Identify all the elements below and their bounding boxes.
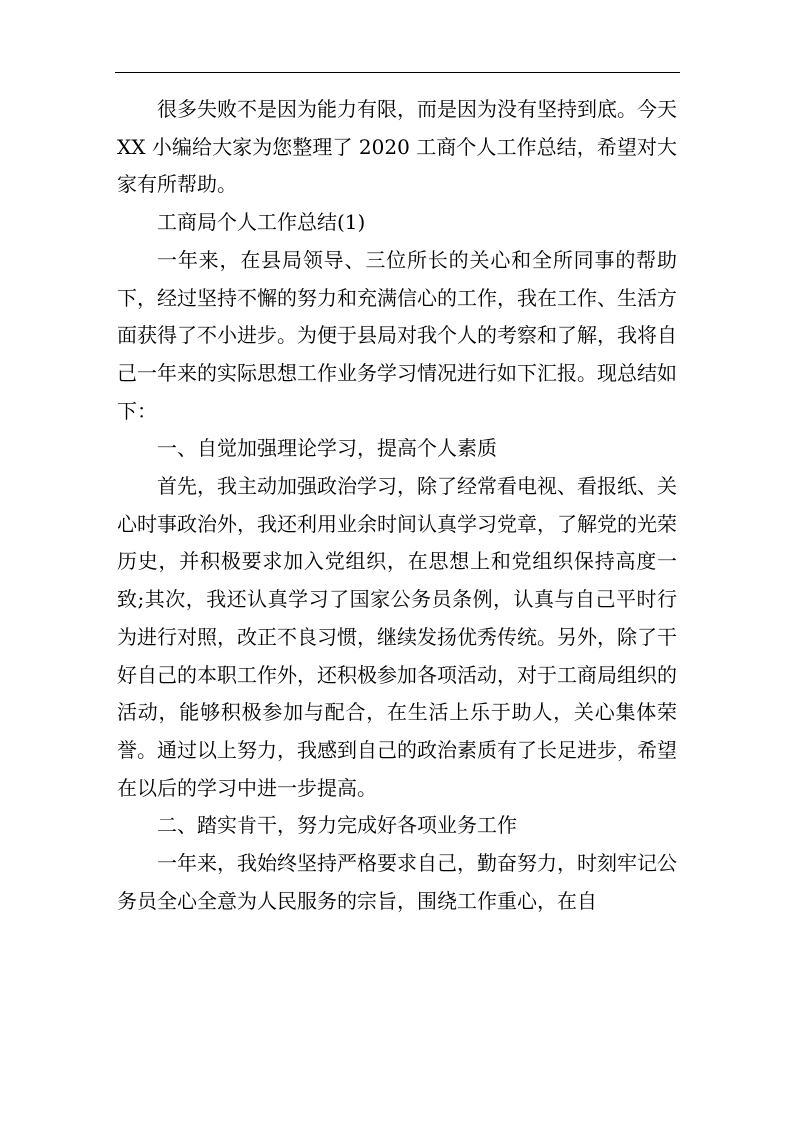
document-title: 工商局个人工作总结(1) [157,210,366,235]
document-body [117,91,677,920]
section-heading-1: 一、自觉加强理论学习，提高个人素质 [157,436,497,461]
opening-paragraph: 一年来，在县局领导、三位所长的关心和全所同事的帮助下，经过坚持不懈的努力和充满信心的工作，我在工作、生活方面获得了不小进步。为便于县局对我个人的考察和了解，我将自己一年来的实际思想工作业务学习情况进行如下汇报。现总结如下： [117,247,677,423]
section-1-paragraph: 首先，我主动加强政治学习，除了经常看电视、看报纸、关心时事政治外，我还利用业余时间认真学习党章，了解党的光荣历史，并积极要求加入党组织，在思想上和党组织保持高度一致;其次，我还认真学习了国家公务员条例，认真与自己平时行为进行对照，改正不良习惯，继续发扬优秀传统。另外，除了干好自己的本职工作外，还积极参加各项活动，对于工商局组织的活动，能够积极参加与配合，在生活上乐于助人，关心集体荣誉。通过以上努力，我感到自己的政治素质有了长足进步，希望在以后的学习中进一步提高。 [117,474,677,800]
section-heading-2: 二、踏实肯干，努力完成好各项业务工作 [157,813,517,838]
section-2-paragraph: 一年来，我始终坚持严格要求自己，勤奋努力，时刻牢记公务员全心全意为人民服务的宗旨，围绕工作重心，在自 [117,851,677,913]
intro-paragraph: 很多失败不是因为能力有限，而是因为没有坚持到底。今天 XX 小编给大家为您整理了 2020 工商个人工作总结，希望对大家有所帮助。 [117,97,677,197]
header-rule [115,72,680,73]
